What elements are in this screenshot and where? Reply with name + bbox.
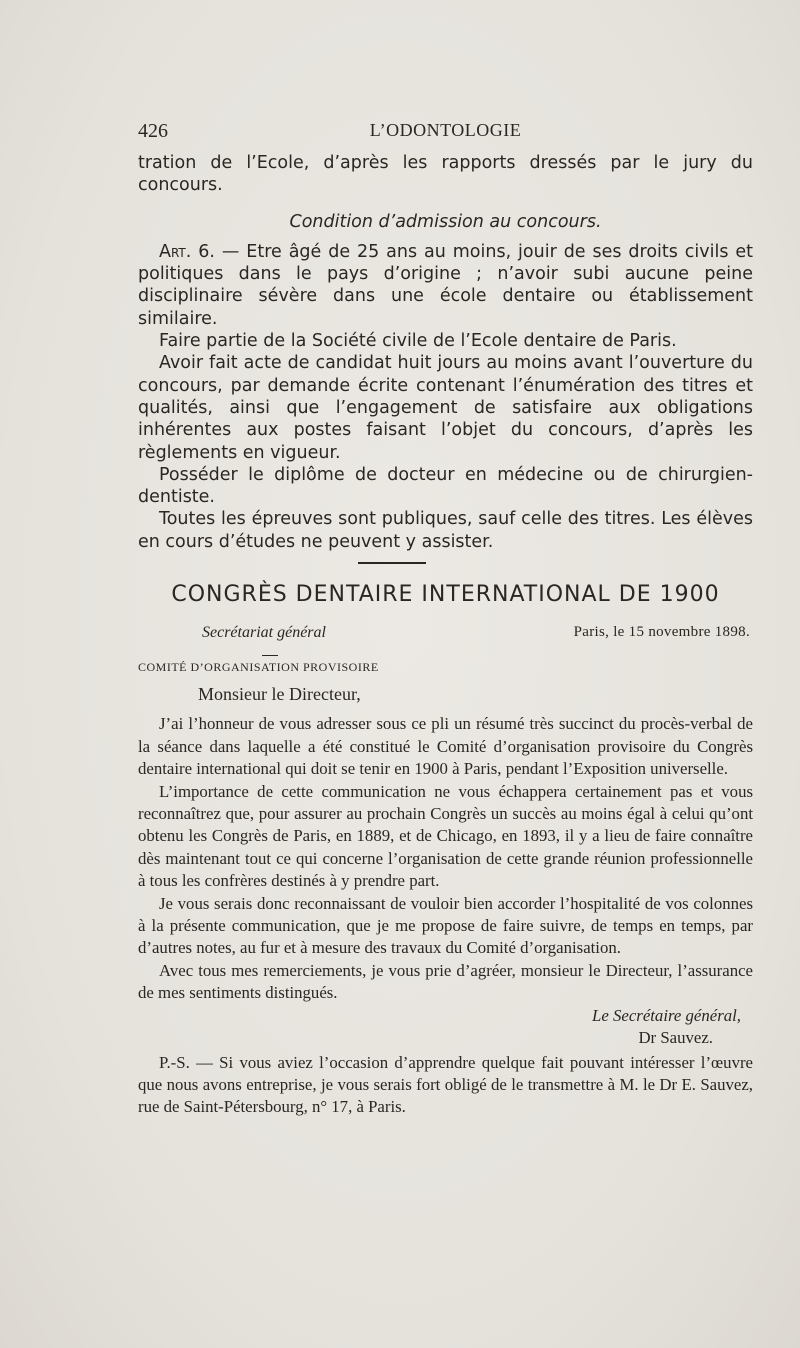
letter-paragraph-2: L’importance de cette communication ne vous échappera certainement pas et vous reconnaîtrez que, pour assurer au prochain Congrès un succès au moins égal à celui qu’ont obtenu les Congrès de Paris, en 1889, et de Chicago, en 1893, il y a lieu de faire connaître dès maintenant tout ce qui concerne l’organisation de cette grande réunion professionnelle à tous les confrères destinés à y prendre part.: [138, 781, 753, 891]
page-number: 426: [138, 120, 168, 142]
paragraph-3: Avoir fait acte de candidat huit jours au moins avant l’ouverture du concours, par demande écrite contenant l’énumération des titres et qualités, ainsi que l’engagement de satisfaire aux obligations inhérentes aux postes faisant l’objet du concours, d’après les règlements en vigueur.: [138, 353, 753, 463]
letter-paragraph-1: J’ai l’honneur de vous adresser sous ce pli un résumé très succinct du procès-verbal de la séance dans laquelle a été constitué le Comité d’organisation provisoire du Congrès dentaire international qui doit se tenir en 1900 à Paris, pendant l’Exposition universelle.: [138, 714, 753, 779]
dateline: Paris, le 15 novembre 1898.: [573, 624, 750, 640]
page-header: [138, 120, 753, 146]
letter-paragraph-3: Je vous serais donc reconnaissant de vouloir bien accorder l’hospitalité de vos colonnes à la présente communication, que je me propose de faire suivre, de temps en temps, par d’autres notes, au fur et à mesure des travaux du Comité d’organisation.: [138, 893, 753, 958]
running-title: L’ODONTOLOGIE: [369, 120, 522, 140]
paragraph-2: Faire partie de la Société civile de l’Ecole dentaire de Paris.: [159, 331, 677, 352]
article-label: Art. 6.: [159, 241, 215, 262]
paragraph-5: Toutes les épreuves sont publiques, sauf celle des titres. Les élèves en cours d’études ne peuvent y assister.: [138, 509, 753, 552]
article-text: — Etre âgé de 25 ans au moins, jouir de ses droits civils et politiques dans le pays d’origine ; n’avoir subi aucune peine disciplinaire sévère dans une école dentaire ou établissement similaire.: [138, 241, 754, 329]
regulation-text: [138, 152, 753, 553]
congress-title: CONGRÈS DENTAIRE INTERNATIONAL DE 1900: [171, 582, 720, 607]
short-divider: [262, 655, 278, 656]
section-divider: [358, 562, 426, 564]
signature-name: Dr Sauvez.: [638, 1028, 713, 1048]
committee-label: COMITÉ D’ORGANISATION PROVISOIRE: [138, 660, 379, 674]
salutation: Monsieur le Directeur,: [198, 684, 361, 704]
section-subheading: Condition d’admission au concours.: [289, 211, 602, 232]
intro-paragraph: tration de l’Ecole, d’après les rapports dressés par le jury du concours.: [138, 153, 753, 196]
postscript: P.-S. — Si vous aviez l’occasion d’apprendre quelque fait pouvant intéresser l’œuvre que nous avons entreprise, je vous serais fort obligé de le transmettre à M. le Dr E. Sauvez, rue de Saint-Pétersbourg, n° 17, à Paris.: [138, 1052, 753, 1117]
paragraph-4: Posséder le diplôme de docteur en médecine ou de chirurgien-dentiste.: [138, 464, 753, 508]
article-paragraph: [138, 241, 753, 330]
secretariat-label: Secrétariat général: [202, 624, 326, 641]
signature-title: Le Secrétaire général,: [592, 1005, 741, 1025]
letter-paragraph-4: Avec tous mes remerciements, je vous prie d’agréer, monsieur le Directeur, l’assurance de mes sentiments distingués.: [138, 960, 753, 1003]
letter-body: [138, 683, 753, 1119]
